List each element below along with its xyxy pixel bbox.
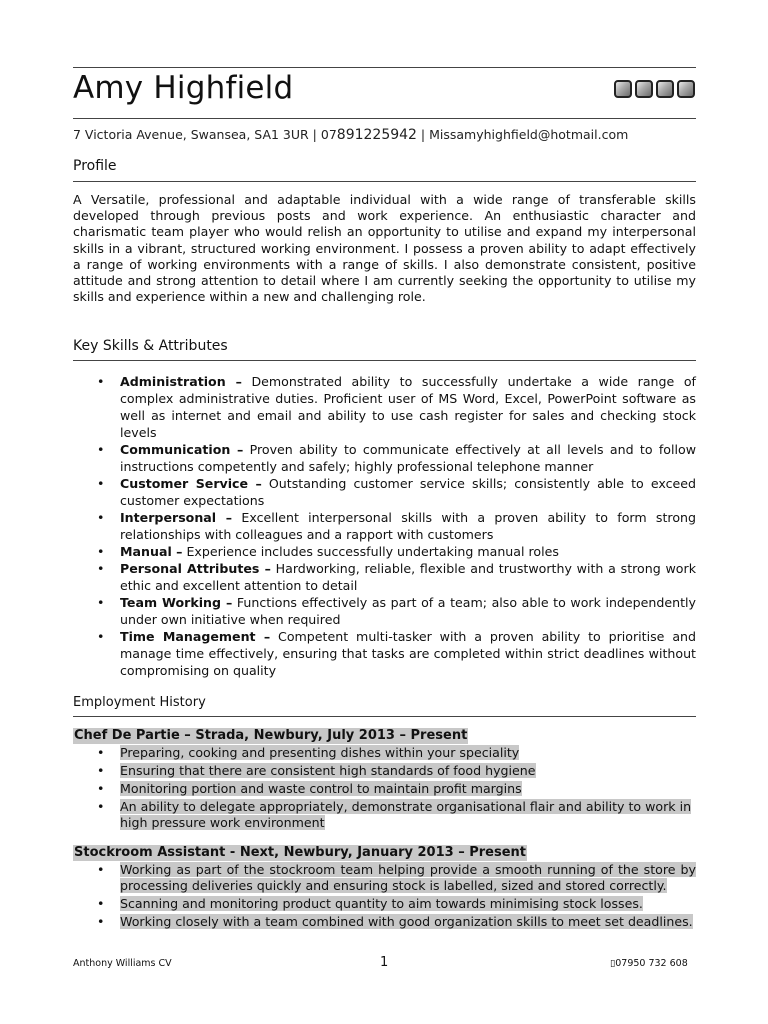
duty-item	[73, 914, 696, 930]
skill-item	[73, 628, 696, 679]
skill-label: Personal Attributes –	[120, 561, 271, 576]
skill-description: Hardworking, reliable, flexible and trustworthy with a strong work ethic and excellent attention to detail	[120, 561, 696, 593]
duty-text: Working closely with a team combined with good organization skills to meet set deadlines.	[120, 914, 693, 929]
bullet-icon: •	[97, 544, 105, 559]
bullet-icon: •	[97, 510, 105, 525]
employment-rule	[73, 716, 696, 717]
skill-description: Competent multi-tasker with a proven ability to prioritise and manage time effectively, ensuring that tasks are completed within strict deadlines without compromising on quality	[120, 629, 697, 678]
bullet-icon: •	[97, 595, 105, 610]
bullet-icon: •	[97, 862, 105, 877]
skill-description: Proven ability to communicate effectively at all levels and to follow instructions competently and safely; highly professional telephone manner	[120, 442, 696, 474]
contact-phone: 891225942	[336, 127, 417, 143]
duty-text: Ensuring that there are consistent high standards of food hygiene	[120, 763, 536, 778]
skills-heading: Key Skills & Attributes	[73, 338, 228, 354]
duty-text: Scanning and monitoring product quantity to aim towards minimising stock losses.	[120, 896, 643, 911]
bullet-icon: •	[97, 745, 105, 760]
bullet-icon: •	[97, 799, 105, 814]
duty-text: Working as part of the stockroom team helping provide a smooth running of the store by processing deliveries quickly and ensuring stock is labelled, sized and stored correctly.	[120, 862, 696, 893]
profile-rule	[73, 181, 696, 182]
bullet-icon: •	[97, 629, 105, 644]
skill-item	[73, 475, 696, 509]
skill-item	[73, 373, 696, 441]
footer-phone: ▯07950 732 608	[610, 958, 688, 969]
decorative-box-icon	[614, 80, 632, 98]
duty-text: Monitoring portion and waste control to maintain profit margins	[120, 781, 522, 796]
skill-item	[73, 543, 696, 560]
profile-text: A Versatile, professional and adaptable individual with a wide range of transferable skills developed through previous posts and work experience. An enthusiastic character and charismatic team player who would relish an opportunity to utilise and expand my interpersonal skills in a vibrant, structured working environment. I possess a proven ability to adapt effectively a range of working environments with a range of skills. I also demonstrate consistent, positive attitude and strong attention to detail where I am currently seeking the opportunity to utilise my skills and experience within a new and challenging role.	[73, 192, 696, 305]
contact-email: | Missamyhighfield@hotmail.com	[416, 127, 629, 142]
skill-label: Communication –	[120, 442, 244, 457]
duty-item	[73, 763, 696, 779]
decorative-box-icon	[635, 80, 653, 98]
skill-label: Time Management –	[120, 629, 271, 644]
skill-label: Team Working –	[120, 595, 233, 610]
bullet-icon: •	[97, 914, 105, 929]
decorative-box-icon	[656, 80, 674, 98]
bullet-icon: •	[97, 374, 105, 389]
bullet-icon: •	[97, 896, 105, 911]
candidate-name: Amy Highfield	[73, 70, 294, 106]
profile-heading: Profile	[73, 158, 117, 174]
duty-text: Preparing, cooking and presenting dishes within your speciality	[120, 745, 520, 760]
skill-label: Interpersonal –	[120, 510, 233, 525]
job-duties-list	[73, 862, 696, 932]
skill-label: Customer Service –	[120, 476, 262, 491]
contact-line	[73, 127, 628, 143]
footer-name: Anthony Williams CV	[73, 958, 172, 969]
skill-description: Outstanding customer service skills; consistently able to exceed customer expectations	[120, 476, 696, 508]
contact-address: 7 Victoria Avenue, Swansea, SA1 3UR | 07	[73, 127, 337, 142]
duty-item	[73, 862, 696, 894]
skill-label: Administration –	[120, 374, 242, 389]
skill-item	[73, 509, 696, 543]
bullet-icon: •	[97, 476, 105, 491]
decorative-box-icon	[677, 80, 695, 98]
job-title: Chef De Partie – Strada, Newbury, July 2013 – Present	[74, 728, 468, 743]
skills-list	[73, 373, 696, 679]
duty-text: An ability to delegate appropriately, demonstrate organisational flair and ability to work in high pressure work environment	[120, 799, 692, 830]
duty-item	[73, 896, 696, 912]
skill-item	[73, 560, 696, 594]
duty-item	[73, 799, 696, 831]
job-duties-list	[73, 745, 696, 833]
skill-label: Manual –	[120, 544, 183, 559]
bullet-icon: •	[97, 561, 105, 576]
bullet-icon: •	[97, 763, 105, 778]
skill-item	[73, 594, 696, 628]
header-bottom-rule	[73, 118, 696, 119]
skill-description: Experience includes successfully undertaking manual roles	[182, 544, 559, 559]
skill-description: Functions effectively as part of a team; also able to work independently under own initiative when required	[120, 595, 697, 627]
skill-description: Demonstrated ability to successfully undertake a wide range of complex administrative duties. Proficient user of MS Word, Excel, PowerPoint software as well as internet and email and ability to use cash register for sales and checking stock levels	[120, 374, 696, 440]
duty-item	[73, 781, 696, 797]
job-title: Stockroom Assistant - Next, Newbury, January 2013 – Present	[74, 845, 527, 860]
skill-description: Excellent interpersonal skills with a proven ability to form strong relationships with colleagues and a rapport with customers	[120, 510, 696, 542]
duty-item	[73, 745, 696, 761]
skills-rule	[73, 360, 696, 361]
skill-item	[73, 441, 696, 475]
decorative-boxes	[614, 80, 695, 98]
employment-heading: Employment History	[73, 695, 206, 710]
bullet-icon: •	[97, 442, 105, 457]
bullet-icon: •	[97, 781, 105, 796]
page-number: 1	[380, 955, 389, 970]
